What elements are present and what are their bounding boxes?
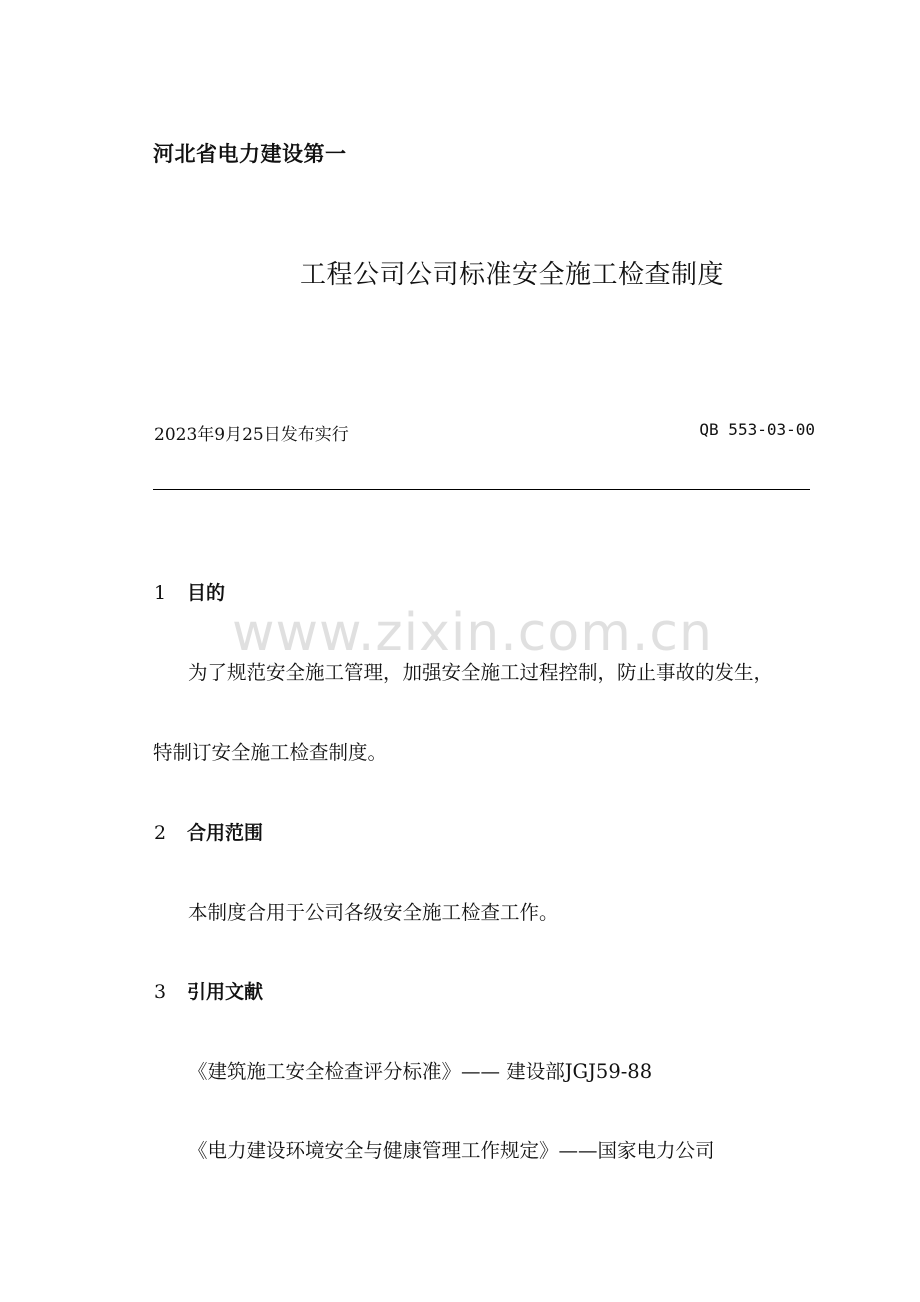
document-code: QB 553-03-00: [699, 420, 815, 439]
section-title: 引用文献: [187, 981, 264, 1003]
reference-item: 《电力建设环境安全与健康管理工作规定》——国家电力公司: [188, 1139, 715, 1162]
section-title: 目的: [187, 582, 226, 604]
paragraph: 为了规范安全施工管理，加强安全施工过程控制，防止事故的发生，: [188, 661, 774, 684]
company-name: 河北省电力建设第一: [153, 142, 347, 166]
paragraph: 特制订安全施工检查制度。: [153, 741, 388, 764]
section-heading-references: [154, 977, 263, 1004]
section-number: 2: [154, 822, 167, 844]
section-heading-purpose: [154, 578, 225, 605]
paragraph: 本制度合用于公司各级安全施工检查工作。: [188, 901, 559, 924]
watermark: www.zixin.com.cn: [232, 603, 713, 663]
release-date: 2023年9月25日发布实行: [154, 425, 349, 445]
document-title: 工程公司公司标准安全施工检查制度: [300, 260, 725, 290]
header-divider: [153, 489, 810, 490]
reference-item: 《建筑施工安全检查评分标准》—— 建设部JGJ59-88: [188, 1060, 653, 1083]
section-title: 合用范围: [187, 822, 264, 844]
section-heading-scope: [154, 818, 263, 845]
section-number: 1: [154, 582, 167, 604]
section-number: 3: [154, 981, 167, 1003]
